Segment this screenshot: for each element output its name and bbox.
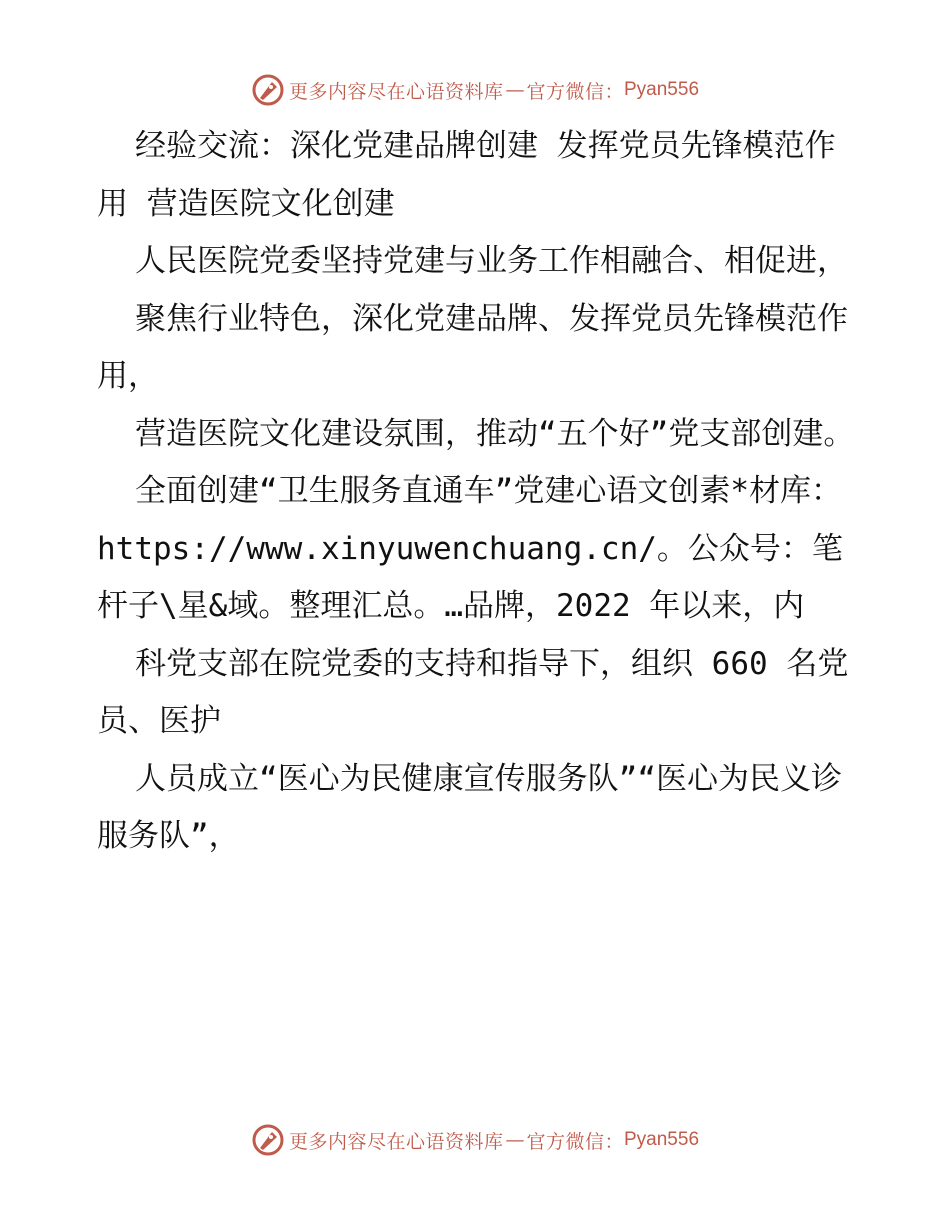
header-watermark	[0, 70, 950, 110]
paragraph: 人员成立“医心为民健康宣传服务队”“医心为民义诊服务队”，	[97, 760, 842, 854]
watermark-separator: —	[505, 1129, 525, 1151]
paragraph: 聚焦行业特色，深化党建品牌、发挥党员先锋模范作用，	[97, 300, 848, 394]
paragraph: 营造医院文化建设氛围，推动“五个好”党支部创建。	[135, 415, 855, 452]
pen-nib-logo-icon	[251, 73, 285, 107]
watermark-account: Pyan556	[624, 79, 700, 100]
pen-nib-logo-icon	[251, 1123, 285, 1157]
watermark-label: 官方微信：	[526, 80, 624, 103]
paragraph: 科党支部在院党委的支持和指导下，组织 660 名党员、医护	[97, 645, 849, 739]
paragraph-title: 经验交流：深化党建品牌创建 发挥党员先锋模范作用 营造医院文化创建	[97, 128, 836, 222]
document-body	[97, 118, 857, 866]
watermark-text: 更多内容尽在心语资料库	[288, 1130, 504, 1153]
watermark-text: 更多内容尽在心语资料库	[288, 80, 504, 103]
paragraph: 全面创建“卫生服务直通车”党建心语文创素*材库：https://www.xinyuwenchuang.cn/。公众号：笔杆子\星&域。整理汇总。…品牌，2022 年以来，内	[97, 473, 843, 624]
watermark-separator: —	[505, 79, 525, 101]
footer-watermark	[0, 1120, 950, 1160]
watermark-label: 官方微信：	[526, 1130, 624, 1153]
paragraph: 人民医院党委坚持党建与业务工作相融合、相促进，	[135, 243, 848, 279]
watermark-account: Pyan556	[624, 1129, 700, 1150]
